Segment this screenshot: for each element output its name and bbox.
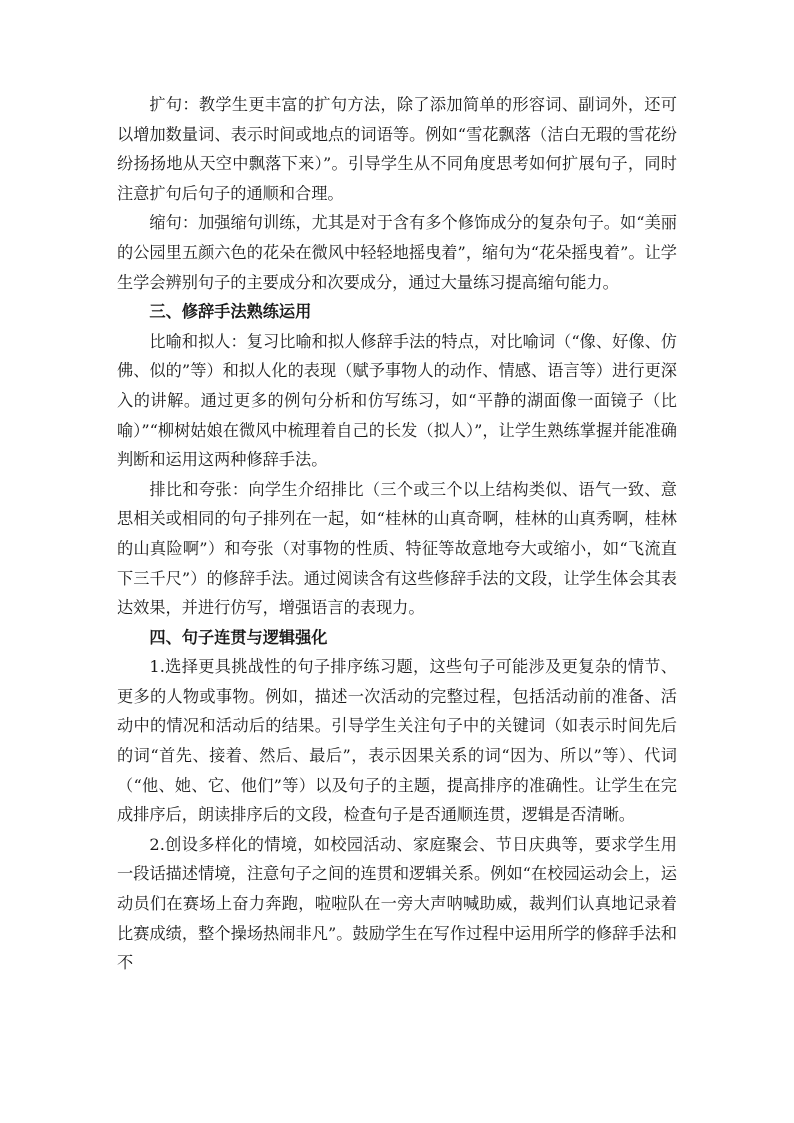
paragraph-scenario-writing: 2.创设多样化的情境，如校园活动、家庭聚会、节日庆典等，要求学生用一段话描述情境，注意句子之间的连贯和逻辑关系。例如“在校园运动会上，运动员们在赛场上奋力奔跑，啦啦队在一旁大声呐喊助威，裁判们认真地记录着比赛成绩，整个操场热闹非凡”。鼓励学生在写作过程中运用所学的修辞手法和不 [117,834,677,973]
section-heading-rhetoric: 三、修辞手法熟练运用 [149,302,312,322]
paragraph-sentence-ordering: 1.选择更具挑战性的句子排序练习题，这些句子可能涉及更复杂的情节、更多的人物或事物。例如，描述一次活动的完整过程，包括活动前的准备、活动中的情况和活动后的结果。引导学生关注句子中的关键词（如表示时间先后的词“首先、接着、然后、最后”，表示因果关系的词“因为、所以”等）、代词（“他、她、它、他们”等）以及句子的主题，提高排序的准确性。让学生在完成排序后，朗读排序后的文段，检查句子是否通顺连贯，逻辑是否清晰。 [117,657,677,825]
paragraph-expand-sentence: 扩句：教学生更丰富的扩句方法，除了添加简单的形容词、副词外，还可以增加数量词、表示时间或地点的词语等。例如“雪花飘落（洁白无瑕的雪花纷纷扬扬地从天空中飘落下来）”。引导学生从不同角度思考如何扩展句子，同时注意扩句后句子的通顺和合理。 [117,95,677,203]
paragraph-parallelism-hyperbole: 排比和夸张：向学生介绍排比（三个或三个以上结构类似、语气一致、意思相关或相同的句子排列在一起，如“桂林的山真奇啊，桂林的山真秀啊，桂林的山真险啊”）和夸张（对事物的性质、特征等故意地夸大或缩小，如“飞流直下三千尺”）的修辞手法。通过阅读含有这些修辞手法的文段，让学生体会其表达效果，并进行仿写，增强语言的表现力。 [117,479,677,618]
paragraph-metaphor-personification: 比喻和拟人：复习比喻和拟人修辞手法的特点，对比喻词（“像、好像、仿佛、似的”等）和拟人化的表现（赋予事物人的动作、情感、语言等）进行更深入的讲解。通过更多的例句分析和仿写练习，如“平静的湖面像一面镜子（比喻）”“柳树姑娘在微风中梳理着自己的长发（拟人）”，让学生熟练掌握并能准确判断和运用这两种修辞手法。 [117,331,677,470]
section-heading-coherence: 四、句子连贯与逻辑强化 [149,627,328,647]
document-page [117,90,677,978]
paragraph-shorten-sentence: 缩句：加强缩句训练，尤其是对于含有多个修饰成分的复杂句子。如“美丽的公园里五颜六色的花朵在微风中轻轻地摇曳着”，缩句为“花朵摇曳着”。让学生学会辨别句子的主要成分和次要成分，通过大量练习提高缩句能力。 [117,213,677,292]
